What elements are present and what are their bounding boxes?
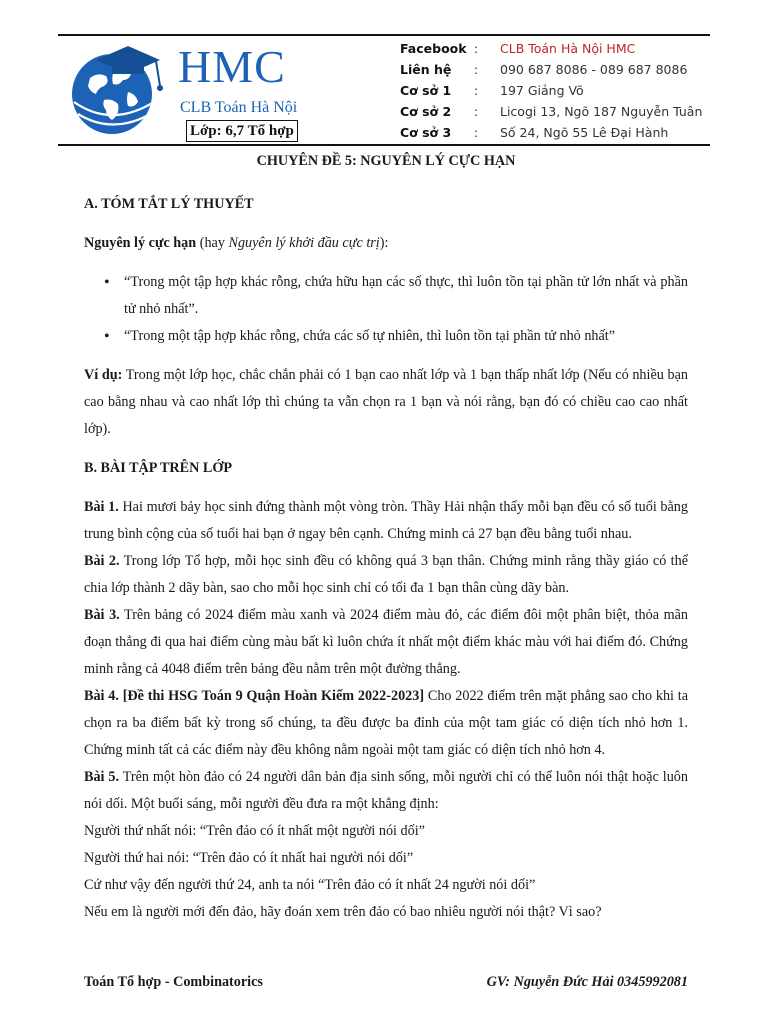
principle-term: Nguyên lý cực hạn (84, 235, 197, 251)
problem-label: Bài 3. (84, 607, 120, 623)
list-item: • “Trong một tập hợp khác rỗng, chứa hữu hạn các số thực, thì luôn tồn tại phần tử lớn nhất và phần tử nhỏ nhất”. (124, 269, 688, 323)
contact-row-phone (400, 59, 710, 80)
contact-value: Số 24, Ngõ 55 Lê Đại Hành (500, 125, 669, 140)
contact-label: Cơ sở 2 (400, 104, 452, 119)
problem-label: Bài 1. (84, 499, 119, 515)
principle-alt-name: Nguyên lý khởi đầu cực trị (228, 235, 380, 251)
brand-name: HMC (178, 41, 286, 92)
problem-text: Cho 2022 điểm trên mặt phẳng sao cho khi ta chọn ra ba điểm bất kỳ trong số chúng, ta đều được ba đỉnh của một tam giác có diện tích nhỏ hơn 1. Chứng minh tất cả các điểm này đều không nằm ngoài một tam giác có diện tích nhỏ hơn 4. (84, 688, 688, 758)
contact-row-campus-1 (400, 80, 710, 101)
section-a-heading: A. TÓM TẮT LÝ THUYẾT (84, 196, 254, 212)
section-b-heading: B. BÀI TẬP TRÊN LỚP (84, 460, 233, 476)
problem-text: Trên bảng có 2024 điểm màu xanh và 2024 điểm màu đỏ, các điểm đôi một phân biệt, thỏa mãn đoạn thẳng đi qua hai điểm cùng màu bất kì luôn chứa ít nhất một điểm khác màu với hai điểm đó. Chứng minh rằng cả 4048 điểm trên bảng đều nằm trên một đường thẳng. (84, 607, 689, 677)
problem-5 (84, 764, 688, 818)
document-body (84, 148, 688, 926)
problem-source: [Đề thi HSG Toán 9 Quận Hoàn Kiếm 2022-2023] (118, 688, 425, 704)
contact-sep: : (474, 104, 479, 119)
contact-list (400, 38, 710, 143)
problem-1 (84, 494, 688, 548)
contact-label: Cơ sở 3 (400, 125, 452, 140)
problem-3 (84, 602, 688, 683)
principle-pre: (hay (196, 235, 229, 251)
header-bottom-rule (58, 144, 710, 146)
contact-label: Facebook (400, 41, 467, 56)
contact-row-facebook (400, 38, 710, 59)
list-item: • “Trong một tập hợp khác rỗng, chứa các số tự nhiên, thì luôn tồn tại phần tử nhỏ nhất” (124, 323, 688, 350)
header-top-rule (58, 34, 710, 36)
problem-5-line: Nếu em là người mới đến đảo, hãy đoán xem trên đảo có bao nhiêu người nói thật? Vì sao? (84, 904, 602, 920)
problem-label: Bài 5. (84, 769, 120, 785)
example-label: Ví dụ: (84, 367, 123, 383)
contact-label: Cơ sở 1 (400, 83, 452, 98)
problem-text: Trong lớp Tổ hợp, mỗi học sinh đều có không quá 3 bạn thân. Chứng minh rằng thầy giáo có thể chia lớp thành 2 dãy bàn, sao cho mỗi học sinh chỉ có tối đa 1 bạn thân cùng dãy bàn. (84, 553, 689, 596)
contact-value: 090 687 8086 - 089 687 8086 (500, 62, 688, 77)
problem-2 (84, 548, 688, 602)
problem-5-line: Người thứ nhất nói: “Trên đảo có ít nhất một người nói dối” (84, 823, 425, 839)
page-title: CHUYÊN ĐỀ 5: NGUYÊN LÝ CỰC HẠN (256, 153, 516, 169)
contact-value: Licogi 13, Ngõ 187 Nguyễn Tuân (500, 104, 703, 119)
class-label: Lớp: 6,7 Tổ hợp (186, 120, 298, 142)
contact-sep: : (474, 41, 479, 56)
contact-sep: : (474, 62, 479, 77)
contact-label: Liên hệ (400, 62, 452, 77)
contact-sep: : (474, 125, 479, 140)
problem-5-line: Người thứ hai nói: “Trên đảo có ít nhất hai người nói dối” (84, 850, 414, 866)
footer-teacher: GV: Nguyễn Đức Hải 0345992081 (486, 974, 688, 990)
problem-text: Hai mươi bảy học sinh đứng thành một vòng tròn. Thầy Hải nhận thấy mỗi bạn đều có số tuổi bằng trung bình cộng của số tuổi hai bạn ở ngay bên cạnh. Chứng minh cả 27 bạn đều bằng tuổi nhau. (84, 499, 688, 542)
problem-text: Trên một hòn đảo có 24 người dân bản địa sinh sống, mỗi người chỉ có thể luôn nói thật hoặc luôn nói dối. Một buổi sáng, mỗi người đều đưa ra một khẳng định: (84, 769, 688, 812)
example-text: Trong một lớp học, chắc chắn phải có 1 bạn cao nhất lớp và 1 bạn thấp nhất lớp (Nếu có nhiều bạn cao bằng nhau và cao nhất lớp thì chúng ta vẫn chọn ra 1 bạn và nói rằng, bạn đó có chiều cao cao nhất lớp). (84, 367, 688, 437)
club-name: CLB Toán Hà Nội (180, 99, 298, 116)
footer-subject: Toán Tổ hợp - Combinatorics (84, 974, 263, 990)
hmc-logo-icon (60, 38, 180, 138)
contact-value: 197 Giảng Võ (500, 83, 584, 98)
example-paragraph (84, 362, 688, 443)
page-footer (84, 974, 688, 991)
problem-label: Bài 2. (84, 553, 120, 569)
principle-post: ): (379, 235, 389, 251)
problem-4 (84, 683, 688, 764)
principle-bullets (84, 269, 688, 350)
contact-row-campus-2 (400, 101, 710, 122)
problem-label: Bài 4. (84, 688, 119, 704)
contact-row-campus-3 (400, 122, 710, 143)
contact-sep: : (474, 83, 479, 98)
facebook-link[interactable]: CLB Toán Hà Nội HMC (500, 41, 636, 56)
problem-5-line: Cứ như vậy đến người thứ 24, anh ta nói “Trên đảo có ít nhất 24 người nói dối” (84, 877, 536, 893)
principle-paragraph (84, 230, 688, 257)
